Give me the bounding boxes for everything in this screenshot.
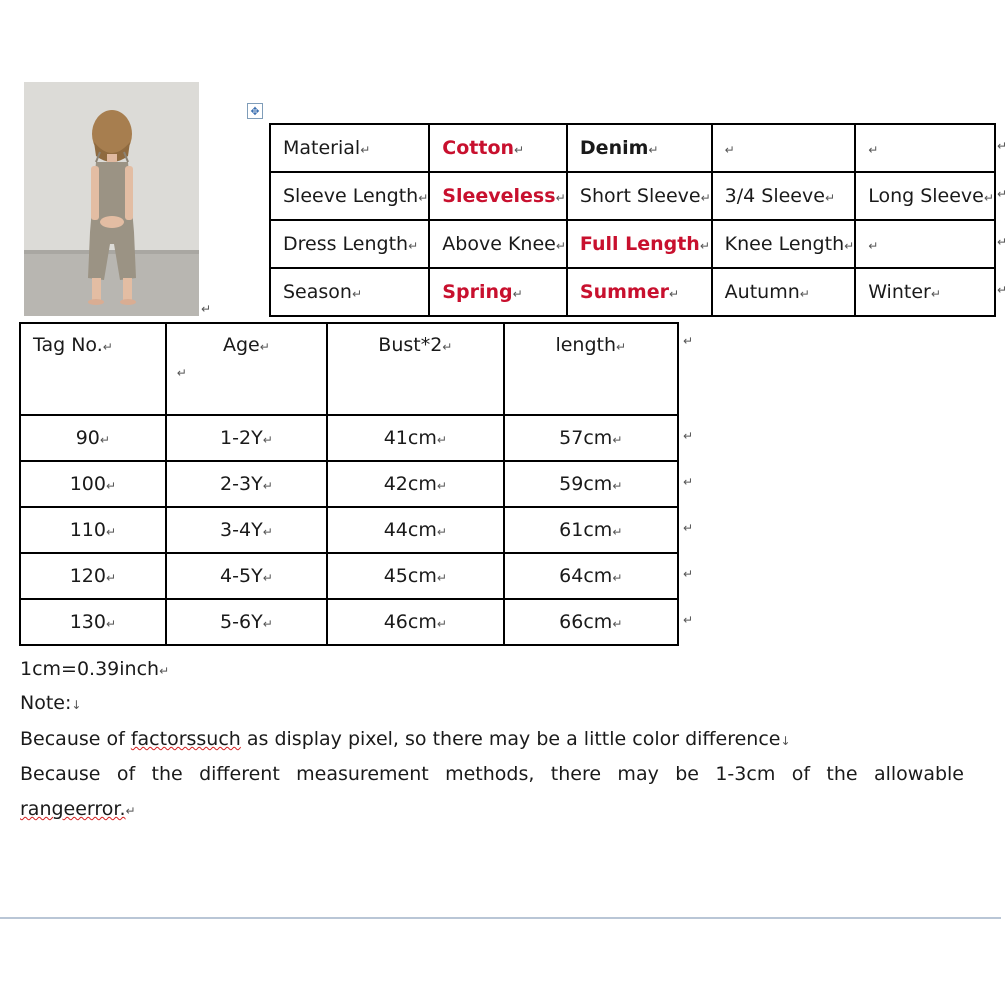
attribute-option: Winter↵ bbox=[855, 268, 995, 316]
product-photo bbox=[24, 82, 199, 316]
note-label: Note:↓ bbox=[20, 692, 82, 714]
size-row bbox=[20, 599, 678, 645]
row-end-mark: ↵ bbox=[683, 613, 694, 627]
size-cell: 41cm↵ bbox=[327, 415, 503, 461]
row-end-mark: ↵ bbox=[997, 283, 1007, 297]
row-end-mark: ↵ bbox=[683, 567, 694, 581]
size-row bbox=[20, 461, 678, 507]
measurement-note: Because of the different measurement methods, there may be 1-3cm of the allowable bbox=[20, 763, 964, 785]
size-cell: 3-4Y↵ bbox=[166, 507, 327, 553]
size-cell: 5-6Y↵ bbox=[166, 599, 327, 645]
size-cell: 46cm↵ bbox=[327, 599, 503, 645]
color-difference-note: Because of factorssuch as display pixel, so there may be a little color difference↓ bbox=[20, 728, 791, 750]
size-cell: 1-2Y↵ bbox=[166, 415, 327, 461]
row-end-mark: ↵ bbox=[683, 334, 694, 348]
attribute-label: Material↵ bbox=[270, 124, 429, 172]
attribute-label: Season↵ bbox=[270, 268, 429, 316]
attribute-option: Cotton↵ bbox=[429, 124, 567, 172]
table-move-handle-icon[interactable]: ✥ bbox=[247, 103, 263, 119]
attribute-option: Spring↵ bbox=[429, 268, 567, 316]
size-cell: 66cm↵ bbox=[504, 599, 678, 645]
conversion-note: 1cm=0.39inch↵ bbox=[20, 658, 170, 680]
attribute-option: Above Knee↵ bbox=[429, 220, 567, 268]
attribute-row bbox=[270, 220, 995, 268]
row-end-mark: ↵ bbox=[997, 187, 1007, 201]
size-cell: 61cm↵ bbox=[504, 507, 678, 553]
size-cell: 100↵ bbox=[20, 461, 166, 507]
size-header-cell: Tag No.↵ bbox=[20, 323, 166, 415]
size-chart-table bbox=[19, 322, 679, 646]
size-cell: 64cm↵ bbox=[504, 553, 678, 599]
attribute-option: ↵ bbox=[855, 124, 995, 172]
paragraph-mark: ↵ bbox=[201, 302, 212, 316]
size-cell: 59cm↵ bbox=[504, 461, 678, 507]
attribute-option: ↵ bbox=[712, 124, 856, 172]
size-row bbox=[20, 507, 678, 553]
attribute-option: Summer↵ bbox=[567, 268, 712, 316]
size-cell: 44cm↵ bbox=[327, 507, 503, 553]
size-cell: 4-5Y↵ bbox=[166, 553, 327, 599]
attribute-option: Knee Length↵ bbox=[712, 220, 856, 268]
row-end-mark: ↵ bbox=[683, 429, 694, 443]
attribute-option: Denim↵ bbox=[567, 124, 712, 172]
size-cell: 42cm↵ bbox=[327, 461, 503, 507]
size-cell: 57cm↵ bbox=[504, 415, 678, 461]
child-jumpsuit-image bbox=[24, 82, 199, 316]
size-row bbox=[20, 415, 678, 461]
attribute-label: Sleeve Length↵ bbox=[270, 172, 429, 220]
size-cell: 120↵ bbox=[20, 553, 166, 599]
row-end-mark: ↵ bbox=[997, 235, 1007, 249]
attribute-label: Dress Length↵ bbox=[270, 220, 429, 268]
page-divider bbox=[0, 917, 1001, 919]
attribute-option: ↵ bbox=[855, 220, 995, 268]
measurement-note-end: rangeerror.↵ bbox=[20, 798, 136, 820]
attribute-option: Sleeveless↵ bbox=[429, 172, 567, 220]
row-end-mark: ↵ bbox=[997, 139, 1007, 153]
attribute-option: Short Sleeve↵ bbox=[567, 172, 712, 220]
size-cell: 90↵ bbox=[20, 415, 166, 461]
attribute-option: Long Sleeve↵ bbox=[855, 172, 995, 220]
size-header-cell: length↵ bbox=[504, 323, 678, 415]
attribute-row bbox=[270, 172, 995, 220]
size-cell: 45cm↵ bbox=[327, 553, 503, 599]
size-cell: 2-3Y↵ bbox=[166, 461, 327, 507]
attribute-row bbox=[270, 268, 995, 316]
attribute-option: Autumn↵ bbox=[712, 268, 856, 316]
spelling-error-word: factorssuch bbox=[130, 728, 241, 750]
row-end-mark: ↵ bbox=[683, 475, 694, 489]
attributes-table bbox=[269, 123, 996, 317]
size-cell: 130↵ bbox=[20, 599, 166, 645]
size-header-row bbox=[20, 323, 678, 415]
size-header-cell: Age↵ ↵ bbox=[166, 323, 327, 415]
attribute-option: 3/4 Sleeve↵ bbox=[712, 172, 856, 220]
attribute-option: Full Length↵ bbox=[567, 220, 712, 268]
row-end-mark: ↵ bbox=[683, 521, 694, 535]
size-cell: 110↵ bbox=[20, 507, 166, 553]
size-header-cell: Bust*2↵ bbox=[327, 323, 503, 415]
size-row bbox=[20, 553, 678, 599]
attribute-row bbox=[270, 124, 995, 172]
